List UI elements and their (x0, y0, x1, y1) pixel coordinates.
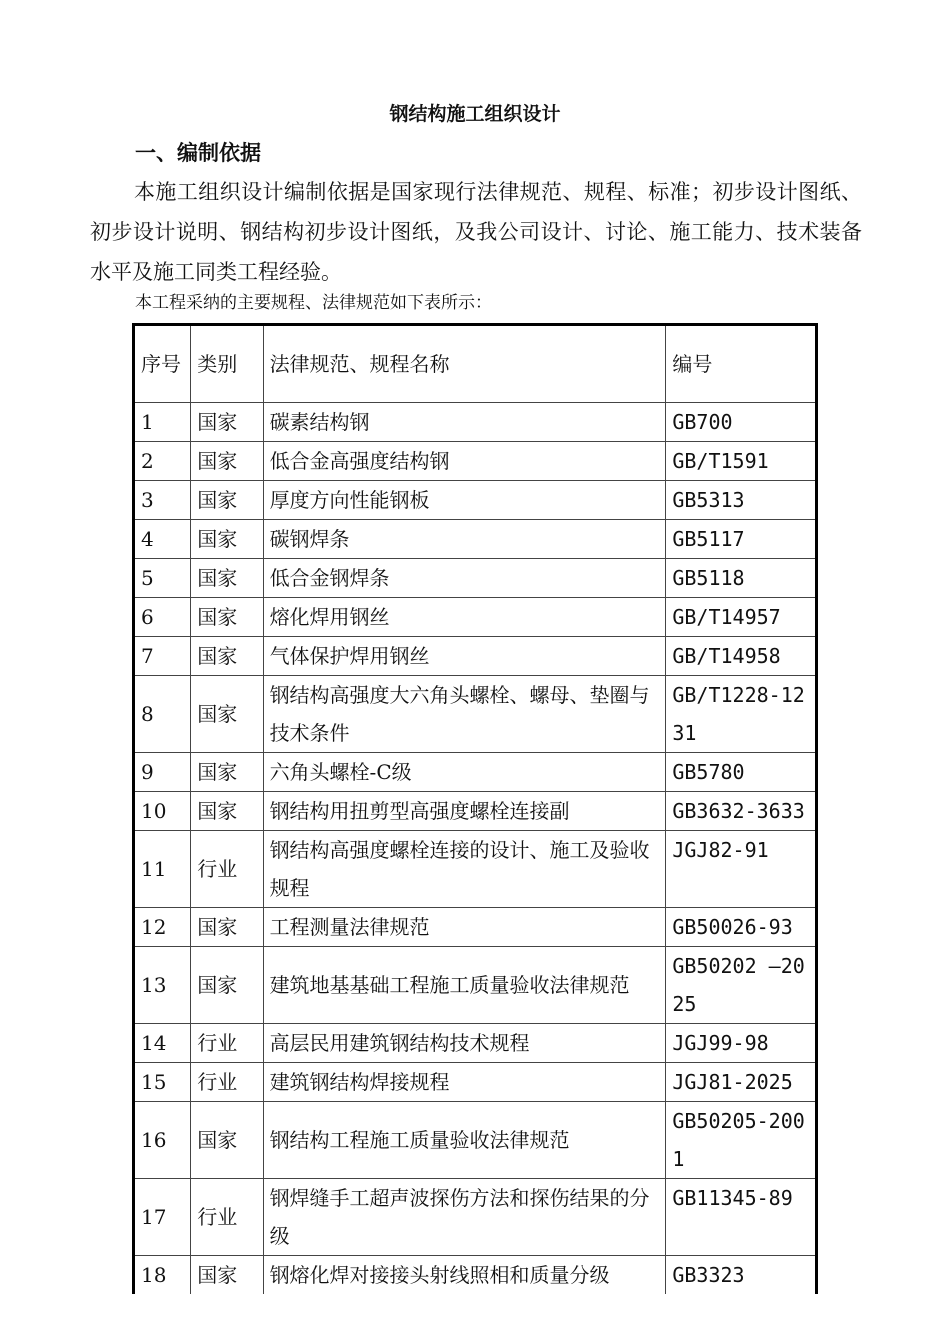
basis-paragraph: 本施工组织设计编制依据是国家现行法律规范、规程、标准；初步设计图纸、初步设计说明、钢结构初步设计图纸，及我公司设计、讨论、施工能力、技术装备水平及施工同类工程经验。 (90, 180, 862, 284)
table-body (134, 403, 817, 1295)
cell-code: GB5117 (666, 520, 817, 559)
cell-no: 10 (134, 792, 191, 831)
cell-code: GB5118 (666, 559, 817, 598)
header-no: 序号 (134, 325, 191, 403)
cell-name: 碳素结构钢 (263, 403, 666, 442)
cell-no: 17 (134, 1179, 191, 1256)
cell-category: 国家 (191, 403, 263, 442)
cell-code: JGJ99-98 (666, 1024, 817, 1063)
cell-code: GB50026-93 (666, 908, 817, 947)
cell-code: GB3323 (666, 1256, 817, 1295)
cell-name: 工程测量法律规范 (263, 908, 666, 947)
standards-table (132, 323, 818, 1294)
cell-code: GB5780 (666, 753, 817, 792)
cell-code: GB/T1228-1231 (666, 676, 817, 753)
cell-name: 钢结构高强度大六角头螺栓、螺母、垫圈与技术条件 (263, 676, 666, 753)
cell-name: 建筑地基基础工程施工质量验收法律规范 (263, 947, 666, 1024)
cell-category: 行业 (191, 831, 263, 908)
cell-code: JGJ82-91 (666, 831, 817, 908)
cell-code: GB700 (666, 403, 817, 442)
cell-name: 气体保护焊用钢丝 (263, 637, 666, 676)
cell-no: 9 (134, 753, 191, 792)
cell-no: 15 (134, 1063, 191, 1102)
table-row (134, 520, 817, 559)
cell-no: 7 (134, 637, 191, 676)
cell-category: 国家 (191, 481, 263, 520)
table-row (134, 1063, 817, 1102)
table-row (134, 598, 817, 637)
cell-no: 16 (134, 1102, 191, 1179)
table-row (134, 442, 817, 481)
cell-no: 2 (134, 442, 191, 481)
cell-category: 国家 (191, 1102, 263, 1179)
header-category: 类别 (191, 325, 263, 403)
table-row (134, 1256, 817, 1295)
cell-category: 行业 (191, 1179, 263, 1256)
cell-no: 11 (134, 831, 191, 908)
cell-no: 8 (134, 676, 191, 753)
cell-name: 钢结构高强度螺栓连接的设计、施工及验收规程 (263, 831, 666, 908)
table-row (134, 908, 817, 947)
table-row (134, 1179, 817, 1256)
cell-no: 13 (134, 947, 191, 1024)
cell-category: 国家 (191, 520, 263, 559)
table-row (134, 1024, 817, 1063)
table-row (134, 637, 817, 676)
cell-category: 国家 (191, 792, 263, 831)
cell-category: 国家 (191, 947, 263, 1024)
table-intro: 本工程采纳的主要规程、法律规范如下表所示： (135, 293, 492, 313)
header-name: 法律规范、规程名称 (263, 325, 666, 403)
cell-category: 国家 (191, 908, 263, 947)
cell-name: 厚度方向性能钢板 (263, 481, 666, 520)
cell-name: 钢焊缝手工超声波探伤方法和探伤结果的分级 (263, 1179, 666, 1256)
cell-category: 行业 (191, 1063, 263, 1102)
table-row (134, 481, 817, 520)
cell-no: 4 (134, 520, 191, 559)
table-row (134, 676, 817, 753)
cell-category: 国家 (191, 637, 263, 676)
cell-no: 1 (134, 403, 191, 442)
cell-category: 国家 (191, 753, 263, 792)
cell-no: 12 (134, 908, 191, 947)
table-row (134, 1102, 817, 1179)
cell-name: 钢结构用扭剪型高强度螺栓连接副 (263, 792, 666, 831)
table-row (134, 831, 817, 908)
cell-name: 六角头螺栓-C级 (263, 753, 666, 792)
cell-name: 碳钢焊条 (263, 520, 666, 559)
cell-name: 钢结构工程施工质量验收法律规范 (263, 1102, 666, 1179)
cell-no: 18 (134, 1256, 191, 1295)
cell-code: GB50202 —2025 (666, 947, 817, 1024)
cell-name: 建筑钢结构焊接规程 (263, 1063, 666, 1102)
table-row (134, 753, 817, 792)
cell-category: 行业 (191, 1024, 263, 1063)
cell-category: 国家 (191, 559, 263, 598)
section-heading: 一、编制依据 (135, 140, 261, 165)
cell-code: GB/T1591 (666, 442, 817, 481)
header-code: 编号 (666, 325, 817, 403)
table-row (134, 792, 817, 831)
cell-code: GB5313 (666, 481, 817, 520)
cell-name: 钢熔化焊对接接头射线照相和质量分级 (263, 1256, 666, 1295)
cell-category: 国家 (191, 1256, 263, 1295)
table-row (134, 403, 817, 442)
document-title: 钢结构施工组织设计 (389, 103, 561, 125)
cell-category: 国家 (191, 676, 263, 753)
cell-code: JGJ81-2025 (666, 1063, 817, 1102)
table-header-row (134, 325, 817, 403)
cell-no: 14 (134, 1024, 191, 1063)
cell-code: GB3632-3633 (666, 792, 817, 831)
cell-category: 国家 (191, 442, 263, 481)
cell-code: GB/T14958 (666, 637, 817, 676)
cell-name: 低合金高强度结构钢 (263, 442, 666, 481)
cell-no: 6 (134, 598, 191, 637)
cell-code: GB50205-2001 (666, 1102, 817, 1179)
cell-code: GB11345-89 (666, 1179, 817, 1256)
cell-no: 5 (134, 559, 191, 598)
cell-name: 高层民用建筑钢结构技术规程 (263, 1024, 666, 1063)
table-row (134, 559, 817, 598)
cell-name: 熔化焊用钢丝 (263, 598, 666, 637)
cell-category: 国家 (191, 598, 263, 637)
cell-name: 低合金钢焊条 (263, 559, 666, 598)
table-row (134, 947, 817, 1024)
cell-no: 3 (134, 481, 191, 520)
cell-code: GB/T14957 (666, 598, 817, 637)
